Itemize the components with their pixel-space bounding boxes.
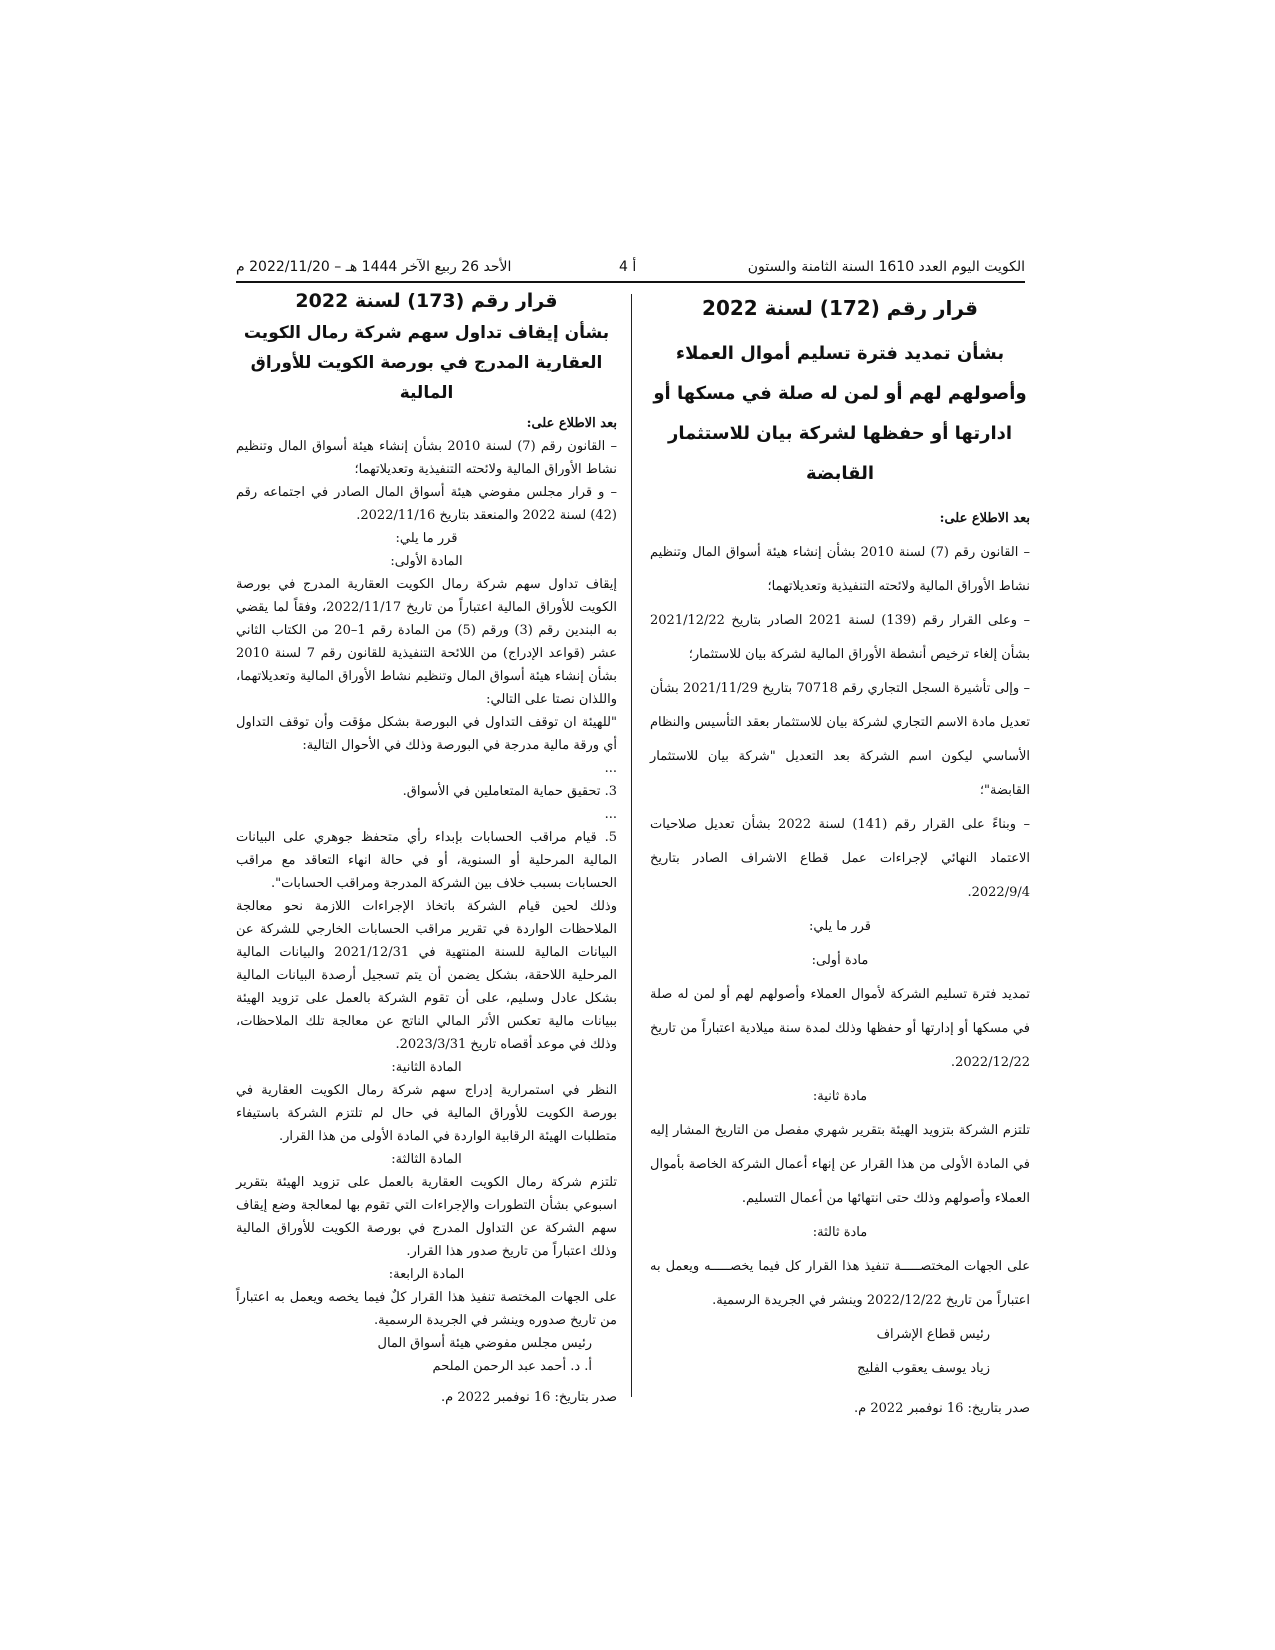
decision-title: قرار رقم (172) لسنة 2022 [702, 296, 978, 320]
decided-heading: قرر ما يلي: [809, 919, 871, 934]
signer-name: أ. د. أحمد عبد الرحمن الملحم [432, 1359, 592, 1374]
decision-173 [236, 290, 617, 1409]
preamble-item: – و قرار مجلس مفوضي هيئة أسواق المال الصادر في اجتماعه رقم (42) لسنة 2022 والمنعقد بتاريخ 2022/11/16. [236, 485, 617, 523]
decision-subtitle: بشأن تمديد فترة تسليم أموال العملاء وأصولهم لهم أو لمن له صلة في مسكها أو ادارتها أو حفظها لشركة بيان للاستثمار القابضة [653, 343, 1027, 484]
decision-subtitle: بشأن إيقاف تداول سهم شركة رمال الكويت العقارية المدرج في بورصة الكويت للأوراق المالية [243, 323, 610, 403]
issue-date: الأحد 26 ربيع الآخر 1444 هـ – 2022/11/20 م [236, 259, 512, 275]
quote-text: 3. تحقيق حماية المتعاملين في الأسواق. [402, 784, 617, 799]
issue-info: الكويت اليوم العدد 1610 السنة الثامنة والستون [747, 259, 1025, 275]
signer-title: رئيس قطاع الإشراف [876, 1327, 990, 1342]
ellipsis: ... [604, 761, 617, 776]
article-heading: المادة الثالثة: [391, 1152, 462, 1167]
signer-title: رئيس مجلس مفوضي هيئة أسواق المال [377, 1336, 592, 1351]
article-heading: مادة أولى: [811, 953, 869, 968]
preamble-item: – وبناءً على القرار رقم (141) لسنة 2022 بشأن تعديل صلاحيات الاعتماد النهائي لإجراءات عمل قطاع الاشراف الصادر بتاريخ 2022/9/4. [650, 817, 1030, 900]
article-heading: المادة الأولى: [390, 554, 463, 569]
article-text: تلتزم الشركة بتزويد الهيئة بتقرير شهري مفصل من التاريخ المشار إليه في المادة الأولى من هذا القرار عن إنهاء أعمال الشركة الخاصة بأموال العملاء وأصولهم وذلك حتى انتهائها من أعمال التسليم. [650, 1123, 1030, 1206]
issue-date-line: صدر بتاريخ: 16 نوفمبر 2022 م. [854, 1401, 1030, 1416]
decision-172 [650, 290, 1030, 1426]
preamble-heading: بعد الاطلاع على: [526, 416, 617, 431]
page-header [236, 259, 1025, 283]
article-text: على الجهات المختصـــــة تنفيذ هذا القرار كل فيما يخصـــــه ويعمل به اعتباراً من تاريخ 2022/12/22 وينشر في الجريدة الرسمية. [650, 1259, 1030, 1308]
decision-title: قرار رقم (173) لسنة 2022 [295, 290, 558, 312]
article-heading: المادة الرابعة: [388, 1267, 465, 1282]
issue-date-line: صدر بتاريخ: 16 نوفمبر 2022 م. [441, 1390, 617, 1405]
preamble-heading: بعد الاطلاع على: [939, 511, 1030, 526]
article-text: النظر في استمرارية إدراج سهم شركة رمال الكويت العقارية في بورصة الكويت للأوراق المالية في حال لم تلتزم الشركة باستيفاء متطلبات الهيئة الرقابية الواردة في المادة الأولى من هذا القرار. [236, 1083, 617, 1144]
preamble-item: – القانون رقم (7) لسنة 2010 بشأن إنشاء هيئة أسواق المال وتنظيم نشاط الأوراق المالية ولائحته التنفيذية وتعديلاتهما؛ [236, 439, 617, 477]
article-text: وذلك لحين قيام الشركة باتخاذ الإجراءات اللازمة نحو معالجة الملاحظات الواردة في تقرير مراقب الحسابات الخارجي للشركة عن البيانات المالية للسنة المنتهية في 2021/12/31 والبيانات المالية المرحلية اللاحقة، بشكل يضمن أن يتم تسجيل أرصدة البيانات المالية بشكل عادل وسليم، على أن تقوم الشركة بالعمل على تزويد الهيئة ببيانات مالية تعكس الأثر المالي الناتج عن معالجة تلك الملاحظات، وذلك في موعد أقصاه تاريخ 2023/3/31. [236, 899, 617, 1052]
article-heading: مادة ثالثة: [812, 1225, 868, 1240]
article-text: تمديد فترة تسليم الشركة لأموال العملاء وأصولهم لهم أو لمن له صلة في مسكها أو إدارتها أو حفظها وذلك لمدة سنة ميلادية اعتباراً من تاريخ 2022/12/22. [650, 987, 1030, 1070]
decided-heading: قرر ما يلي: [395, 531, 458, 546]
preamble-item: – وإلى تأشيرة السجل التجاري رقم 70718 بتاريخ 2021/11/29 بشأن تعديل مادة الاسم التجاري لشركة بيان للاستثمار بعقد التأسيس والنظام الأساسي ليكون اسم الشركة بعد التعديل "شركة بيان للاستثمار القابضة"؛ [650, 681, 1030, 798]
article-heading: المادة الثانية: [391, 1060, 462, 1075]
column-divider [631, 294, 632, 1397]
article-text: على الجهات المختصة تنفيذ هذا القرار كلٌ فيما يخصه ويعمل به اعتباراً من تاريخ صدوره وينشر في الجريدة الرسمية. [236, 1290, 617, 1328]
signer-name: زياد يوسف يعقوب الفليج [857, 1361, 990, 1376]
page-number: أ 4 [619, 259, 637, 275]
quote-text: "للهيئة ان توقف التداول في البورصة بشكل مؤقت وأن توقف التداول أي ورقة مالية مدرجة في البورصة وذلك في الأحوال التالية: [236, 715, 617, 753]
header-rule [236, 281, 1025, 283]
ellipsis: ... [604, 807, 617, 822]
article-text: إيقاف تداول سهم شركة رمال الكويت العقارية المدرج في بورصة الكويت للأوراق المالية اعتباراً من تاريخ 2022/11/17، وفقاً لما يقضي به البندين رقم (3) ورقم (5) من المادة رقم 1–20 من الكتاب الثاني عشر (قواعد الإدراج) من اللائحة التنفيذية للقانون رقم 7 لسنة 2010 بشأن إنشاء هيئة أسواق المال وتنظيم نشاط الأوراق المالية وتعديلاتهما، واللذان نصتا على التالي: [236, 577, 617, 707]
article-heading: مادة ثانية: [812, 1089, 868, 1104]
quote-text: 5. قيام مراقب الحسابات بإبداء رأي متحفظ جوهري على البيانات المالية المرحلية أو السنوية، أو في حالة انهاء التعاقد مع مراقب الحسابات بسبب خلاف بين الشركة المدرجة ومراقب الحسابات". [236, 830, 617, 891]
preamble-item: – القانون رقم (7) لسنة 2010 بشأن إنشاء هيئة أسواق المال وتنظيم نشاط الأوراق المالية ولائحته التنفيذية وتعديلاتهما؛ [650, 545, 1031, 594]
preamble-item: – وعلى القرار رقم (139) لسنة 2021 الصادر بتاريخ 2021/12/22 بشأن إلغاء ترخيص أنشطة الأوراق المالية لشركة بيان للاستثمار؛ [650, 613, 1030, 662]
article-text: تلتزم شركة رمال الكويت العقارية بالعمل على تزويد الهيئة بتقرير اسبوعي بشأن التطورات والإجراءات التي تقوم بها لمعالجة وضع إيقاف سهم الشركة عن التداول المدرج في بورصة الكويت للأوراق المالية وذلك اعتباراً من تاريخ صدور هذا القرار. [236, 1175, 617, 1259]
